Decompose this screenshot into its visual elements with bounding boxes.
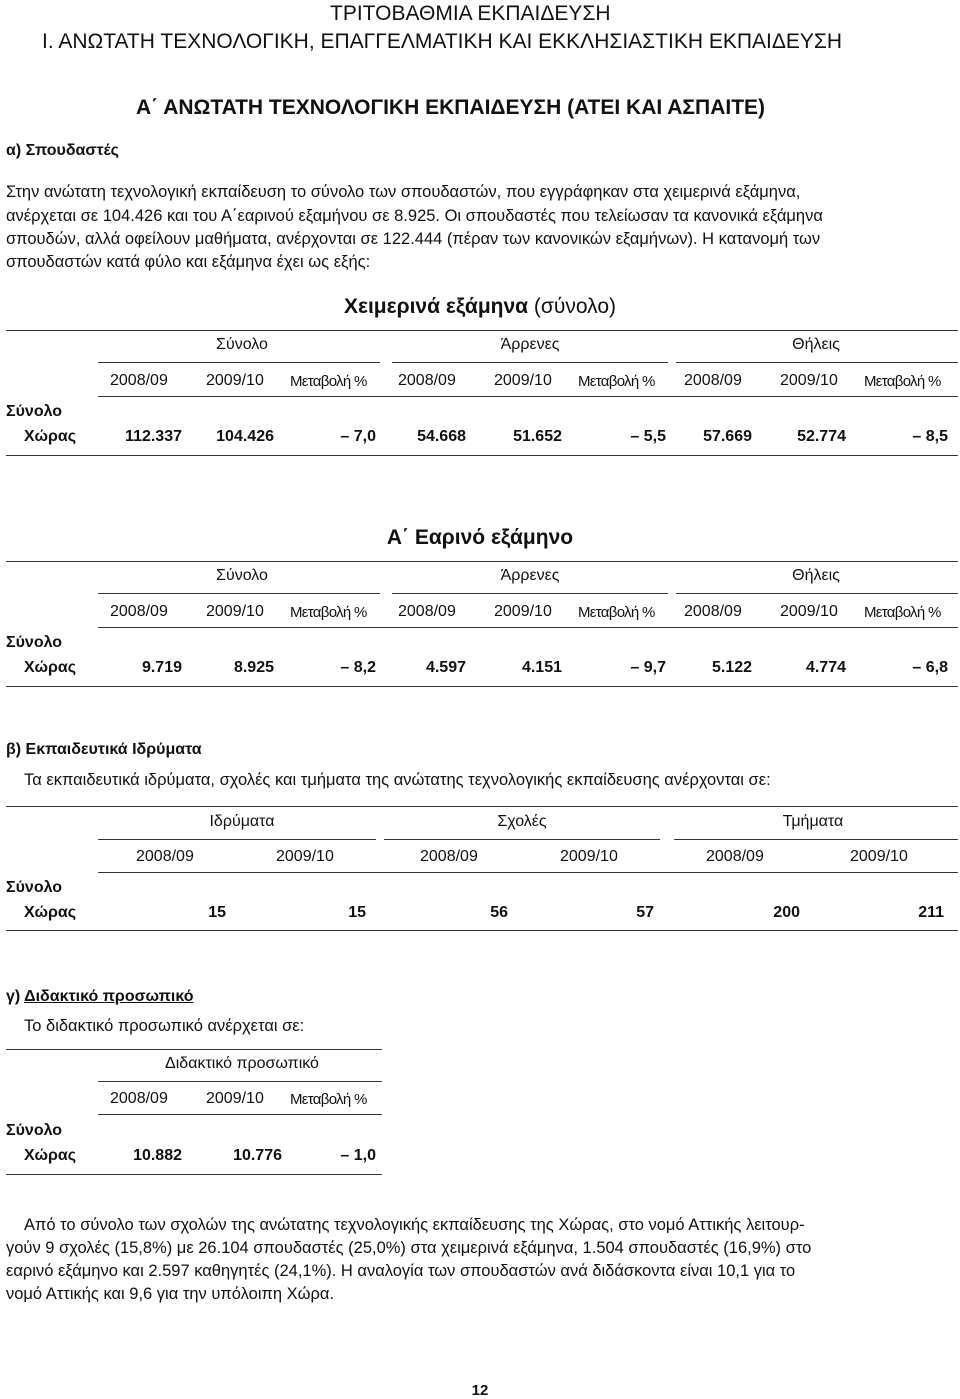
institutions-cell: 15 [348,904,366,921]
spring-cell: 5.122 [711,659,752,676]
students-paragraph-line-1: Στην ανώτατη τεχνολογική εκπαίδευση το σύνολο των σπουδαστών, που εγγράφηκαν στα χειμερινά εξάμηνα, [6,183,801,201]
winter-cell: – 5,5 [630,428,666,445]
students-paragraph-line-3: σπουδών, αλλά οφείλουν μαθήματα, ανέρχονται σε 122.444 (πέραν των κανονικών εξαμήνων). Η κατανομή των [6,230,821,248]
spring-col-2009-total: 2009/10 [206,603,264,620]
winter-group-total: Σύνολο [216,336,268,353]
students-paragraph-line-2: ανέρχεται σε 104.426 και του Α΄εαρινού εξαμήνου σε 8.925. Οι σπουδαστές που τελείωσαν τα κανονικά εξάμηνα [6,207,823,225]
winter-title-rest: (σύνολο) [528,295,617,318]
winter-group-female: Θήλεις [792,336,840,353]
institutions-table-bottom-rule [6,930,958,931]
closing-line-4: νομό Αττικής και 9,6 για την υπόλοιπη Χώρα. [6,1285,335,1303]
institutions-group-rule-2 [384,839,660,840]
staff-cell: 10.882 [133,1147,182,1164]
winter-table-top-rule [6,330,958,331]
winter-col-2008-total: 2008/09 [110,372,168,389]
section-title: Α΄ ΑΝΩΤΑΤΗ ΤΕΧΝΟΛΟΓΙΚΗ ΕΚΠΑΙΔΕΥΣΗ (ΑΤΕΙ ΚΑΙ ΑΣΠΑΙΤΕ) [136,96,766,119]
winter-table-bottom-rule [6,455,958,456]
spring-cell: 9.719 [141,659,182,676]
closing-line-2: γούν 9 σχολές (15,8%) με 26.104 σπουδαστές (25,0%) στα χειμερινά εξάμηνα, 1.504 σπουδαστές (16,9%) στο [6,1239,812,1257]
spring-col-2009-female: 2009/10 [780,603,838,620]
winter-row-label-2: Χώρας [24,428,77,445]
institutions-group-schools: Σχολές [497,813,547,830]
institutions-row-label-2: Χώρας [24,904,77,921]
spring-col-2008-female: 2008/09 [684,603,742,620]
winter-cell: – 8,5 [912,428,948,445]
students-paragraph-line-4: σπουδαστών κατά φύλο και εξάμηνα έχει ως εξής: [6,253,371,271]
part-title: Ι. ΑΝΩΤΑΤΗ ΤΕΧΝΟΛΟΓΙΚΗ, ΕΠΑΓΓΕΛΜΑΤΙΚΗ ΚΑΙ ΕΚΚΛΗΣΙΑΣΤΙΚΗ ΕΚΠΑΙΔΕΥΣΗ [42,30,843,53]
page-number: 12 [471,1382,489,1399]
staff-heading [6,988,193,1006]
spring-header-rule [98,627,958,628]
winter-col-change-total: Μεταβολή % [290,373,367,390]
spring-col-2009-male: 2009/10 [494,603,552,620]
institutions-col-header: 2008/09 [136,848,194,865]
spring-cell: 4.597 [425,659,466,676]
spring-table-bottom-rule [6,686,958,687]
spring-table-title: Α΄ Εαρινό εξάμηνο [386,526,574,549]
winter-cell: 112.337 [125,428,182,445]
winter-cell: 54.668 [417,428,466,445]
spring-cell: – 6,8 [912,659,948,676]
winter-cell: 104.426 [216,428,274,445]
winter-cell: 51.652 [513,428,562,445]
institutions-paragraph: Τα εκπαιδευτικά ιδρύματα, σχολές και τμήματα της ανώτατης τεχνολογικής εκπαίδευσης ανέρχονται σε: [24,771,771,789]
spring-group-male: Άρρενες [500,567,560,584]
winter-col-2009-female: 2009/10 [780,372,838,389]
spring-cell: 4.151 [521,659,562,676]
staff-cell: – 1,0 [340,1147,376,1164]
spring-cell: 4.774 [805,659,846,676]
spring-group-rule-2 [392,593,668,594]
institutions-group-rule-1 [98,839,376,840]
institutions-group-rule-3 [674,839,958,840]
spring-col-2008-total: 2008/09 [110,603,168,620]
spring-col-change-female: Μεταβολή % [864,604,941,621]
staff-heading-prefix: γ) [6,988,25,1005]
staff-cell: 10.776 [233,1147,282,1164]
winter-group-rule-3 [676,362,958,363]
spring-cell: – 9,7 [630,659,666,676]
spring-table-top-rule [6,561,958,562]
winter-title-bold: Χειμερινά εξάμηνα [343,295,529,318]
spring-cell: 8.925 [233,659,274,676]
spring-col-change-male: Μεταβολή % [578,604,655,621]
staff-group-rule [98,1081,382,1082]
staff-heading-main: Διδακτικό προσωπικό [24,988,194,1005]
institutions-cell: 56 [490,904,508,921]
spring-group-rule-3 [676,593,958,594]
spring-group-total: Σύνολο [216,567,268,584]
institutions-group-departments: Τμήματα [782,813,844,830]
chapter-title: ΤΡΙΤΟΒΑΘΜΙΑ ΕΚΠΑΙΔΕΥΣΗ [330,2,611,25]
winter-group-rule-1 [98,362,380,363]
spring-col-2008-male: 2008/09 [398,603,456,620]
institutions-heading: β) Εκπαιδευτικά Ιδρύματα [6,741,202,758]
staff-col-change: Μεταβολή % [290,1091,367,1108]
staff-header-rule [98,1114,382,1115]
institutions-col-header: 2009/10 [560,848,618,865]
spring-col-change-total: Μεταβολή % [290,604,367,621]
spring-group-female: Θήλεις [792,567,840,584]
winter-col-2009-total: 2009/10 [206,372,264,389]
winter-header-rule [98,396,958,397]
spring-row-label-2: Χώρας [24,659,77,676]
winter-col-2008-male: 2008/09 [398,372,456,389]
institutions-col-header: 2009/10 [850,848,908,865]
institutions-col-header: 2008/09 [420,848,478,865]
winter-group-rule-2 [392,362,668,363]
winter-row-label-1: Σύνολο [6,403,63,420]
winter-cell: 57.669 [703,428,752,445]
staff-col-2008: 2008/09 [110,1090,168,1107]
closing-line-3: εαρινό εξάμηνο και 2.597 καθηγητές (24,1%). Η αναλογία των σπουδαστών ανά διδάσκοντα είναι 10,1 για το [6,1262,796,1280]
staff-table-bottom-rule [6,1174,382,1175]
winter-col-change-female: Μεταβολή % [864,373,941,390]
spring-group-rule-1 [98,593,380,594]
winter-col-2009-male: 2009/10 [494,372,552,389]
institutions-header-rule [98,872,958,873]
winter-table-title [0,295,960,319]
institutions-cell: 211 [918,904,944,921]
winter-cell: 52.774 [797,428,846,445]
winter-col-2008-female: 2008/09 [684,372,742,389]
institutions-table-top-rule [6,806,958,807]
students-heading: α) Σπουδαστές [6,142,119,159]
winter-cell: – 7,0 [340,428,376,445]
institutions-col-header: 2008/09 [706,848,764,865]
institutions-group-foundations: Ιδρύματα [209,813,275,830]
staff-row-label-1: Σύνολο [6,1122,63,1139]
staff-table-top-rule [6,1049,382,1050]
staff-paragraph: Το διδακτικό προσωπικό ανέρχεται σε: [24,1017,305,1035]
staff-group-header: Διδακτικό προσωπικό [165,1055,319,1072]
spring-cell: – 8,2 [340,659,376,676]
winter-group-male: Άρρενες [500,336,560,353]
staff-col-2009: 2009/10 [206,1090,264,1107]
institutions-cell: 200 [773,904,800,921]
staff-row-label-2: Χώρας [24,1147,77,1164]
institutions-cell: 15 [208,904,226,921]
institutions-cell: 57 [636,904,654,921]
institutions-row-label-1: Σύνολο [6,879,63,896]
winter-col-change-male: Μεταβολή % [578,373,655,390]
spring-row-label-1: Σύνολο [6,634,63,651]
closing-line-1: Από το σύνολο των σχολών της ανώτατης τεχνολογικής εκπαίδευσης της Χώρας, στο νομό Αττικής λειτουρ- [24,1216,805,1234]
institutions-col-header: 2009/10 [276,848,334,865]
